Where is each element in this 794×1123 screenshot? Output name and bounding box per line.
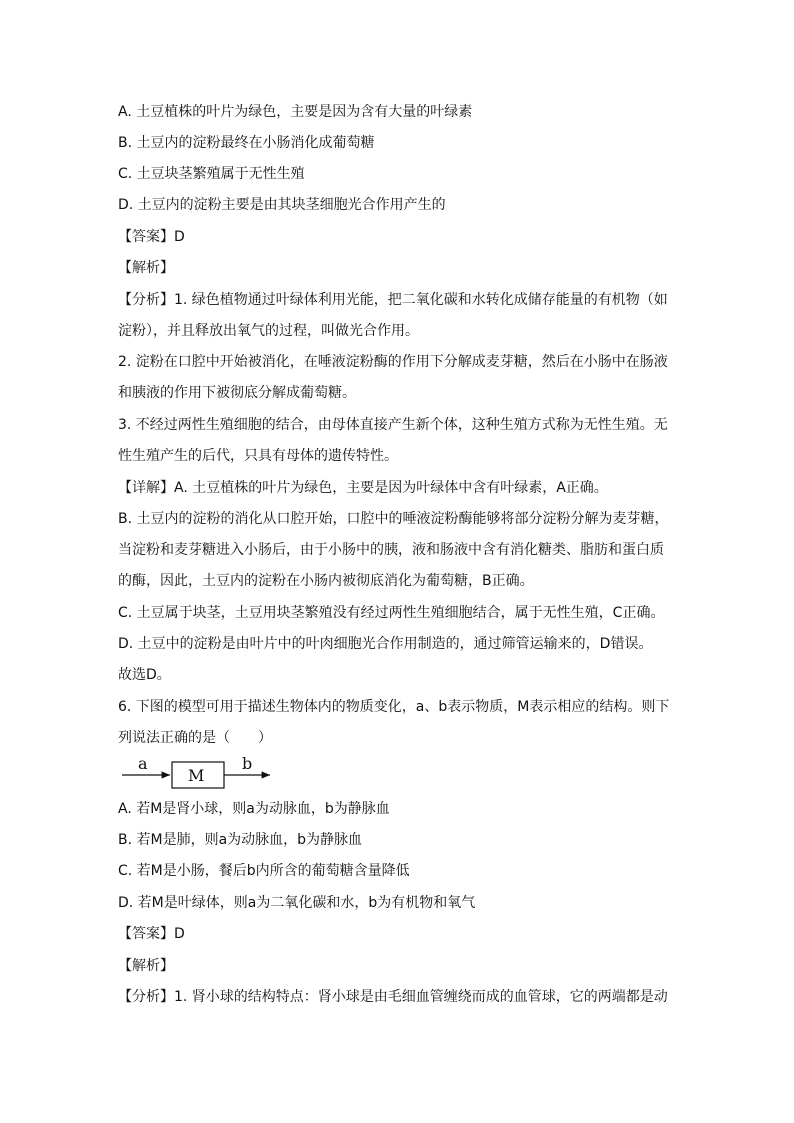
option-a-q6: A. 若M是肾小球，则a为动脉血，b为静脉血 <box>118 801 390 817</box>
question-6-stem: 6. 下图的模型可用于描述生物体内的物质变化，a、b表示物质，M表示相应的结构。则下 <box>118 699 670 715</box>
analysis-text: 3. 不经过两性生殖细胞的结合，由母体直接产生新个体，这种生殖方式称为无性生殖。无 <box>118 417 668 433</box>
detail-text: C. 土豆属于块茎，土豆用块茎繁殖没有经过两性生殖细胞结合，属于无性生殖，C正确。 <box>118 605 665 621</box>
output-label: b <box>242 754 253 773</box>
box-label: M <box>188 766 205 785</box>
detail-text: B. 土豆内的淀粉的消化从口腔开始，口腔中的唾液淀粉酶能够将部分淀粉分解为麦芽糖， <box>118 511 669 527</box>
option-b-q5: B. 土豆内的淀粉最终在小肠消化成葡萄糖 <box>118 135 375 151</box>
answer-q5: 【答案】D <box>118 229 185 245</box>
option-a-q5: A. 土豆植株的叶片为绿色，主要是因为含有大量的叶绿素 <box>118 104 473 120</box>
option-b-q6: B. 若M是肺，则a为动脉血，b为静脉血 <box>118 832 363 848</box>
answer-q6: 【答案】D <box>118 926 185 942</box>
detail-text: 当淀粉和麦芽糖进入小肠后，由于小肠中的胰，液和肠液中含有消化糖类、脂肪和蛋白质 <box>118 542 664 558</box>
analysis-text: 【分析】1. 绿色植物通过叶绿体利用光能，把二氧化碳和水转化成储存能量的有机物（如 <box>118 292 668 308</box>
conclusion-q5: 故选D。 <box>118 667 171 683</box>
analysis-text: 2. 淀粉在口腔中开始被消化，在唾液淀粉酶的作用下分解成麦芽糖，然后在小肠中在肠液 <box>118 354 668 370</box>
question-6-stem: 列说法正确的是（ ） <box>118 730 272 746</box>
option-c-q6: C. 若M是小肠，餐后b内所含的葡萄糖含量降低 <box>118 863 410 879</box>
flow-diagram <box>120 756 280 790</box>
option-c-q5: C. 土豆块茎繁殖属于无性生殖 <box>118 166 305 182</box>
input-label: a <box>138 754 148 773</box>
analysis-text: 淀粉），并且释放出氧气的过程，叫做光合作用。 <box>118 323 419 339</box>
analysis-heading-q6: 【解析】 <box>118 958 174 974</box>
detail-text: 的酶，因此，土豆内的淀粉在小肠内被彻底消化为葡萄糖，B正确。 <box>118 573 534 589</box>
analysis-heading-q5: 【解析】 <box>118 260 174 276</box>
option-d-q6: D. 若M是叶绿体，则a为二氧化碳和水，b为有机物和氧气 <box>118 895 476 911</box>
analysis-text-q6: 【分析】1. 肾小球的结构特点：肾小球是由毛细血管缠绕而成的血管球，它的两端都是动 <box>118 989 668 1005</box>
option-d-q5: D. 土豆内的淀粉主要是由其块茎细胞光合作用产生的 <box>118 197 446 213</box>
detail-text: D. 土豆中的淀粉是由叶片中的叶肉细胞光合作用制造的，通过筛管运输来的，D错误。 <box>118 636 653 652</box>
analysis-text: 和胰液的作用下被彻底分解成葡萄糖。 <box>118 385 356 401</box>
detail-text: 【详解】A. 土豆植株的叶片为绿色，主要是因为叶绿体中含有叶绿素，A正确。 <box>118 480 608 496</box>
analysis-text: 性生殖产生的后代，只具有母体的遗传特性。 <box>118 448 398 464</box>
